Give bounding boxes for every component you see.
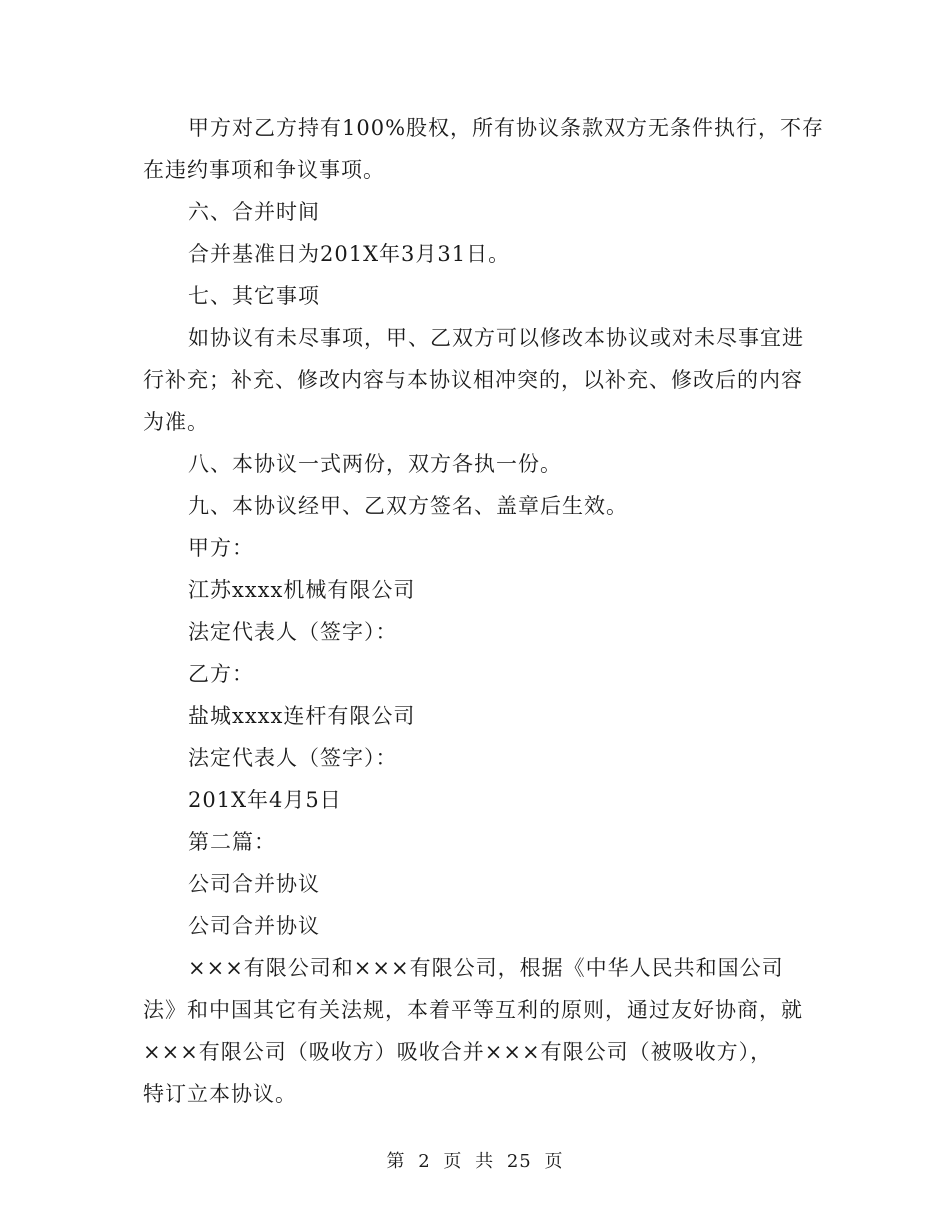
party-a-signature-label: 法定代表人（签字）：	[188, 620, 398, 644]
paragraph-line: 为准。	[143, 410, 209, 434]
party-b-signature-label: 法定代表人（签字）：	[188, 746, 398, 770]
document-title: 公司合并协议	[188, 872, 320, 896]
paragraph-line: 甲方对乙方持有100%股权，所有协议条款双方无条件执行，不存	[188, 116, 825, 140]
party-a-company: 江苏xxxx机械有限公司	[188, 578, 416, 602]
signing-date: 201X年4月5日	[188, 788, 342, 812]
party-b-company: 盐城xxxx连杆有限公司	[188, 704, 416, 728]
paragraph-line: 如协议有未尽事项，甲、乙双方可以修改本协议或对未尽事宜进	[188, 326, 804, 350]
paragraph-line: 法》和中国其它有关法规，本着平等互利的原则，通过友好协商，就	[143, 998, 803, 1022]
section-heading: 八、本协议一式两份，双方各执一份。	[188, 452, 562, 476]
section-heading: 九、本协议经甲、乙双方签名、盖章后生效。	[188, 494, 628, 518]
paragraph-line: 特订立本协议。	[143, 1082, 297, 1106]
chapter-heading: 第二篇：	[188, 830, 276, 854]
paragraph-line: 合并基准日为201X年3月31日。	[188, 242, 511, 266]
section-heading: 七、其它事项	[188, 284, 320, 308]
party-b-label: 乙方：	[188, 662, 254, 686]
document-title: 公司合并协议	[188, 914, 320, 938]
paragraph-line: 行补充；补充、修改内容与本协议相冲突的，以补充、修改后的内容	[143, 368, 803, 392]
section-heading: 六、合并时间	[188, 200, 320, 224]
paragraph-line: ×××有限公司（吸收方）吸收合并×××有限公司（被吸收方），	[143, 1040, 773, 1064]
paragraph-line: 在违约事项和争议事项。	[143, 158, 385, 182]
party-a-label: 甲方：	[188, 536, 254, 560]
page-number: 第 2 页 共 25 页	[386, 1151, 564, 1172]
paragraph-line: ×××有限公司和×××有限公司，根据《中华人民共和国公司	[188, 956, 784, 980]
